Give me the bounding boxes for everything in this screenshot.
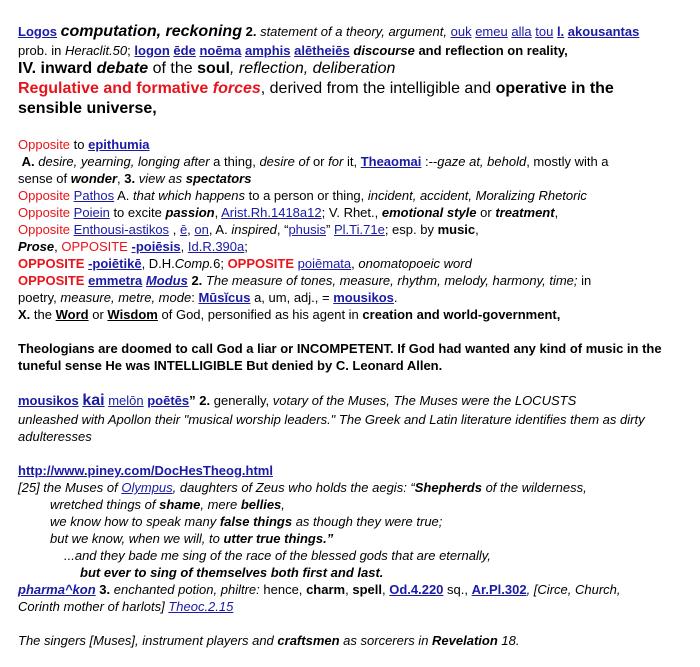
- text-emotional-style: emotional style: [381, 205, 477, 220]
- link-akousantas[interactable]: akousantas: [567, 24, 640, 39]
- text: IV. inward: [18, 60, 93, 77]
- text: sq.,: [447, 582, 469, 597]
- heading-computation: computation, reckoning: [60, 23, 242, 40]
- text: poetry,: [18, 290, 57, 305]
- text: [25] the Muses of: [18, 480, 118, 495]
- citation-heraclit: Heraclit.50: [65, 43, 128, 58]
- line-pharmakon: [18, 581, 686, 598]
- link-musicus[interactable]: Mūsĭcus: [198, 290, 251, 305]
- label-opposite: OPPOSITE: [227, 256, 295, 271]
- text: wretched things of: [50, 497, 156, 512]
- label-opposite: Opposite: [18, 137, 71, 152]
- text-debate: debate: [96, 60, 149, 77]
- link-ede[interactable]: ēde: [173, 43, 196, 58]
- text: or: [92, 307, 104, 322]
- text: :: [191, 290, 195, 305]
- text: ,: [187, 222, 191, 237]
- text: Moralizing Rhetoric: [475, 188, 587, 203]
- label-opposite: OPPOSITE: [61, 239, 128, 254]
- line-desire: [18, 153, 686, 170]
- line-inward-debate: [18, 59, 686, 79]
- link-amphis[interactable]: amphis: [244, 43, 291, 58]
- link-theaomai[interactable]: Theaomai: [360, 154, 422, 169]
- text: but we know, when we will, to: [50, 531, 220, 546]
- text: of God, personified as his agent in: [161, 307, 359, 322]
- text: hence,: [263, 582, 303, 597]
- line-true-things: [18, 530, 686, 547]
- text: onomatopoeic word: [358, 256, 472, 271]
- link-piney-url[interactable]: http://www.piney.com/DocHesTheog.html: [18, 463, 273, 478]
- text: ,: [281, 497, 285, 512]
- text-spell: spell: [352, 582, 382, 597]
- text: ,: [554, 205, 559, 220]
- text-charm: charm: [306, 582, 346, 597]
- spacer: [18, 323, 686, 340]
- link-poetes[interactable]: poētēs: [147, 393, 190, 408]
- text: , daughters of Zeus who holds the aegis: “: [172, 480, 415, 495]
- link-tou[interactable]: tou: [535, 24, 554, 39]
- text: ”: [326, 222, 331, 237]
- text: Rhet.,: [343, 205, 379, 220]
- link-ouk[interactable]: ouk: [450, 24, 472, 39]
- text: , “: [276, 222, 289, 237]
- label-opposite: Opposite: [18, 222, 71, 237]
- line-heraclit: [18, 42, 686, 59]
- sense-a: A.: [117, 188, 130, 203]
- text: ;: [244, 239, 248, 254]
- text: , D.H.: [141, 256, 175, 271]
- line-opposite-pathos: [18, 187, 686, 204]
- text-bellies: bellies: [240, 497, 282, 512]
- text: votary of the Muses,: [272, 393, 390, 408]
- line-mousikos-kai: [18, 391, 686, 411]
- text: to: [73, 137, 85, 152]
- paragraph-muses: unleashed with Apollon their "musical worship leaders." The Greek and Latin literature identifies them as dirty adulteresses: [18, 412, 645, 444]
- text: the: [33, 307, 52, 322]
- label-opposite: Opposite: [18, 205, 71, 220]
- line-poetry: [18, 289, 686, 306]
- text: 6;: [213, 256, 224, 271]
- text: ;: [321, 205, 326, 220]
- definition-text: statement of a theory, argument,: [260, 24, 447, 39]
- line-prose: [18, 238, 686, 255]
- line-false-things: [18, 513, 686, 530]
- text: The measure of tones, measure, rhythm, melody, harmony, time;: [205, 273, 578, 288]
- line-opposite-poiein: [18, 204, 686, 221]
- text: desire: [259, 154, 295, 169]
- text-discourse: discourse: [353, 43, 415, 58]
- label-opposite: Opposite: [18, 188, 71, 203]
- line-regulative: [18, 79, 686, 99]
- text: view as: [138, 171, 183, 186]
- text: Corinth mother of harlots]: [18, 599, 165, 614]
- text: to excite: [113, 205, 162, 220]
- line-bade-me-sing: ...and they bade me sing of the race of the blessed gods that are eternally,: [64, 548, 491, 563]
- link-mousikos-2[interactable]: mousikos: [18, 393, 79, 408]
- text: it,: [346, 154, 358, 169]
- text: as sorcerers in: [343, 633, 429, 648]
- link-modus[interactable]: Modus: [145, 273, 188, 288]
- link-poiemata[interactable]: poiēmata: [297, 256, 352, 271]
- text: , derived from the intelligible and: [260, 80, 492, 97]
- link-alla[interactable]: alla: [511, 24, 532, 39]
- text: ”: [189, 393, 196, 408]
- link-poiesis[interactable]: -poiēsis: [131, 239, 181, 254]
- link-e[interactable]: ē: [179, 222, 188, 237]
- sense-a: A.: [215, 222, 228, 237]
- text: creation and world-government,: [362, 307, 561, 322]
- line-opposite-epithumia: [18, 136, 686, 153]
- text: X.: [18, 307, 31, 322]
- text: ; esp. by: [384, 222, 434, 237]
- punct: ;: [127, 43, 131, 58]
- link-logon[interactable]: logon: [134, 43, 170, 58]
- spacer: [18, 615, 686, 632]
- text: a, um, adj., =: [254, 290, 330, 305]
- text: , [Circe, Church,: [526, 582, 621, 597]
- line-muses-olympus: [18, 479, 686, 496]
- link-phusis[interactable]: phusis: [288, 222, 327, 237]
- text-operative: operative in the: [495, 80, 614, 97]
- text: ,: [381, 582, 386, 597]
- text: generally,: [213, 393, 270, 408]
- line-opposite-enthousiastikos: [18, 221, 686, 238]
- link-l[interactable]: l.: [556, 24, 565, 39]
- link-emeu[interactable]: emeu: [475, 24, 508, 39]
- text: Comp.: [174, 256, 214, 271]
- text-spectators: spectators: [185, 171, 252, 186]
- text: ,: [345, 582, 349, 597]
- text: inspired: [231, 222, 277, 237]
- text: or: [312, 154, 325, 169]
- text: .: [393, 290, 398, 305]
- line-sensible: sensible universe,: [18, 100, 157, 117]
- link-aletheies[interactable]: alētheiēs: [294, 43, 350, 58]
- text-false-things: false things: [219, 514, 293, 529]
- text: of: [298, 154, 310, 169]
- link-emmetra[interactable]: emmetra: [88, 273, 143, 288]
- line-logos: [18, 22, 686, 42]
- link-pharmakon[interactable]: pharma^kon: [18, 582, 96, 597]
- line-url: [18, 462, 686, 479]
- text: as though they were true;: [295, 514, 443, 529]
- line-corinth: [18, 598, 686, 615]
- link-epithumia[interactable]: epithumia: [88, 137, 150, 152]
- text-craftsmen: craftsmen: [277, 633, 340, 648]
- text: ,: [180, 239, 185, 254]
- sense-number: 3.: [124, 171, 136, 186]
- text-shame: shame: [159, 497, 201, 512]
- text: that which happens: [132, 188, 246, 203]
- text: The singers [Muses], instrument players and: [18, 633, 274, 648]
- link-poiein[interactable]: Poiein: [73, 205, 110, 220]
- text: ,: [214, 205, 219, 220]
- link-noema[interactable]: noēma: [199, 43, 242, 58]
- text: of the wilderness,: [485, 480, 587, 495]
- text: and reflection on reality,: [418, 43, 568, 58]
- text: 18.: [501, 633, 520, 648]
- text: The Muses were the LOCUSTS: [393, 393, 577, 408]
- text: we know how to speak many: [50, 514, 217, 529]
- text-shepherds: Shepherds: [414, 480, 482, 495]
- text-prose: Prose: [18, 239, 55, 254]
- text: sense of: [18, 171, 68, 186]
- link-pl-ti[interactable]: Pl.Ti.71e: [333, 222, 385, 237]
- text: V.: [328, 205, 340, 220]
- label-opposite: OPPOSITE: [18, 256, 85, 271]
- text: for: [328, 154, 344, 169]
- text: prob. in: [18, 43, 62, 58]
- text: :--: [425, 154, 438, 169]
- text: measure, metre, mode: [60, 290, 192, 305]
- text: , mere: [200, 497, 238, 512]
- label-opposite: OPPOSITE: [18, 273, 85, 288]
- link-kai[interactable]: kai: [82, 392, 105, 409]
- link-pathos[interactable]: Pathos: [73, 188, 115, 203]
- text: ,: [54, 239, 58, 254]
- text: incident, accident,: [367, 188, 472, 203]
- sense-number: 2.: [199, 393, 211, 408]
- text: desire, yearning, longing after: [38, 154, 210, 169]
- text: enchanted potion, philtre:: [113, 582, 260, 597]
- line-wonder: [18, 170, 686, 187]
- line-singers: [18, 632, 686, 649]
- spacer: [18, 445, 686, 462]
- paragraph-theologians: Theologians are doomed to call God a liar or INCOMPETENT. If God had wanted any kind of music in the tuneful sense He was INTELLIGIBLE But denied by C. Leonard Allen.: [18, 341, 662, 373]
- text-word: Word: [55, 307, 89, 322]
- text: or: [480, 205, 492, 220]
- sense-number: 2.: [191, 273, 203, 288]
- text-passion: passion: [165, 205, 215, 220]
- line-word-wisdom: [18, 306, 686, 323]
- sense-number: 2.: [245, 24, 257, 39]
- link-olympus[interactable]: Olympus: [121, 480, 173, 495]
- text: ,: [475, 222, 479, 237]
- sense-number: 3.: [99, 582, 111, 597]
- text-revelation: Revelation: [432, 633, 498, 648]
- line-first-and-last: but ever to sing of themselves both first and last.: [80, 565, 384, 580]
- text-music: music: [437, 222, 476, 237]
- link-poietike[interactable]: -poiētikē: [88, 256, 142, 271]
- link-theoc[interactable]: Theoc.2.15: [168, 599, 234, 614]
- link-ar-pl[interactable]: Ar.Pl.302: [471, 582, 527, 597]
- text: a thing,: [213, 154, 256, 169]
- text-forces: forces: [212, 80, 261, 97]
- text: , reflection, deliberation: [229, 60, 396, 77]
- link-od[interactable]: Od.4.220: [389, 582, 444, 597]
- text: gaze at, behold: [437, 154, 527, 169]
- text-wonder: wonder: [70, 171, 118, 186]
- text: to a person or thing,: [248, 188, 365, 203]
- spacer: [18, 374, 686, 391]
- text-regulative: Regulative and formative: [18, 80, 209, 97]
- text-utter-true-things: utter true things.”: [223, 531, 334, 546]
- text: ,: [172, 222, 177, 237]
- link-mousikos[interactable]: mousikos: [333, 290, 394, 305]
- text-wisdom: Wisdom: [107, 307, 158, 322]
- text: ,: [351, 256, 355, 271]
- text: of the: [152, 60, 193, 77]
- link-logos[interactable]: Logos: [18, 24, 57, 39]
- text-treatment: treatment: [495, 205, 555, 220]
- link-enthousiastikos[interactable]: Enthousi-astikos: [73, 222, 170, 237]
- text: in: [581, 273, 592, 288]
- link-melon[interactable]: melōn: [108, 393, 144, 408]
- line-emmetra: [18, 272, 686, 289]
- text: , mostly with a: [526, 154, 609, 169]
- text-soul: soul: [197, 60, 230, 77]
- line-poietike: [18, 255, 686, 272]
- text: ,: [208, 222, 213, 237]
- link-id-r[interactable]: Id.R.390a: [187, 239, 245, 254]
- text: ,: [117, 171, 121, 186]
- link-on[interactable]: on: [194, 222, 209, 237]
- sense-a: A.: [21, 154, 35, 169]
- spacer: [18, 119, 686, 136]
- line-wretched: [18, 496, 686, 513]
- link-arist-rh[interactable]: Arist.Rh.1418a12: [221, 205, 322, 220]
